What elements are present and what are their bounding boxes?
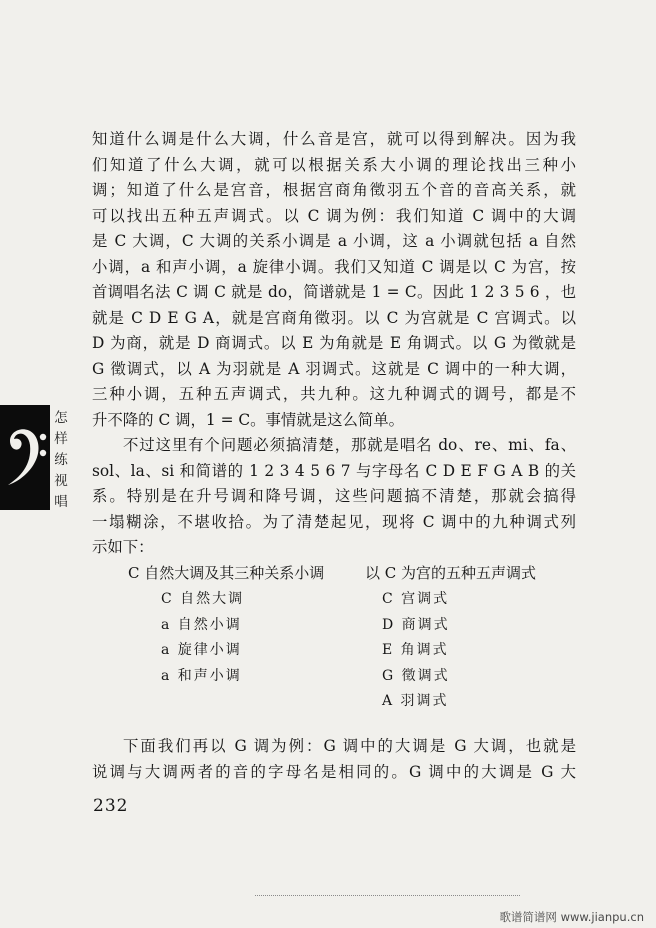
text-line: 三种小调，五种五声调式，共九种。这九种调式的调号，都是不 [92, 385, 576, 403]
text-line: 下面我们再以 G 调为例：G 调中的大调是 G 大调，也就是 [123, 737, 576, 755]
text-line: 知道什么调是什么大调，什么音是宫，就可以得到解决。因为我 [92, 130, 576, 148]
table-header-right: 以 C 为宫的五种五声调式 [365, 564, 537, 582]
text-line: 就是 C D E G A，就是宫商角徵羽。以 C 为宫就是 C 宫调式。以 [92, 308, 576, 327]
chapter-tab [0, 405, 50, 510]
text-line: 小调，a 和声小调，a 旋律小调。我们又知道 C 调是以 C 为宫，按 [92, 257, 576, 276]
watermark: 歌谱简谱网 www.jianpu.cn [499, 910, 644, 924]
text-line: 调；知道了什么是宫音，根据宫商角徵羽五个音的音高关系，就 [92, 181, 576, 199]
sidebar-vertical-title: 怎 样 练 视 唱 [54, 410, 68, 510]
table-header-left: C 自然大调及其三种关系小调 [128, 564, 325, 582]
list-item: a 自然小调 [161, 616, 242, 633]
paragraph-3 [92, 734, 576, 785]
list-item: E 角调式 [382, 642, 449, 658]
text-line: 不过这里有个问题必须搞清楚，那就是唱名 do、re、mi、fa、 [123, 436, 576, 454]
paragraph-1 [92, 127, 576, 433]
text-line: 是 C 大调，C 大调的关系小调是 a 小调，这 a 小调就包括 a 自然 [92, 232, 576, 250]
list-item: C 宫调式 [382, 591, 450, 607]
text-line: 升不降的 C 调，1 = C。事情就是这么简单。 [92, 410, 405, 429]
list-item: A 羽调式 [382, 693, 449, 709]
text-line: 可以找出五种五声调式。以 C 调为例：我们知道 C 调中的大调 [92, 206, 576, 225]
list-item: a 旋律小调 [161, 642, 242, 658]
text-line: 示如下： [92, 538, 154, 556]
text-line: 首调唱名法 C 调 C 就是 do，简谱就是 1 = C。因此 1 2 3 5 6 ，也 [92, 283, 576, 301]
text-line: G 徵调式，以 A 为羽就是 A 羽调式。这就是 C 调中的一种大调， [92, 359, 576, 378]
table-column-left [161, 587, 244, 689]
table-column-right [382, 587, 450, 715]
paragraph-2 [92, 433, 576, 561]
text-line: 系。特别是在升号调和降号调，这些问题搞不清楚，那就会搞得 [92, 487, 576, 505]
list-item: C 自然大调 [161, 591, 245, 607]
list-item: G 徵调式 [382, 667, 450, 684]
bass-clef-icon [4, 421, 48, 489]
text-line: 们知道了什么大调，就可以根据关系大小调的理论找出三种小 [92, 155, 576, 174]
list-item: D 商调式 [382, 616, 450, 633]
text-line: sol、la、si 和简谱的 1 2 3 4 5 6 7 与字母名 C D E F G A B 的关 [92, 461, 576, 480]
text-line: 一塌糊涂，不堪收拾。为了清楚起见，现将 C 调中的九种调式列 [92, 512, 576, 531]
page-number: 232 [93, 796, 129, 816]
scan-artifact-divider [255, 895, 520, 896]
list-item: a 和声小调 [161, 667, 242, 684]
text-line: D 为商，就是 D 商调式。以 E 为角就是 E 角调式。以 G 为徵就是 [92, 334, 576, 352]
text-line: 说调与大调两者的音的字母名是相同的。G 调中的大调是 G 大 [92, 762, 576, 781]
